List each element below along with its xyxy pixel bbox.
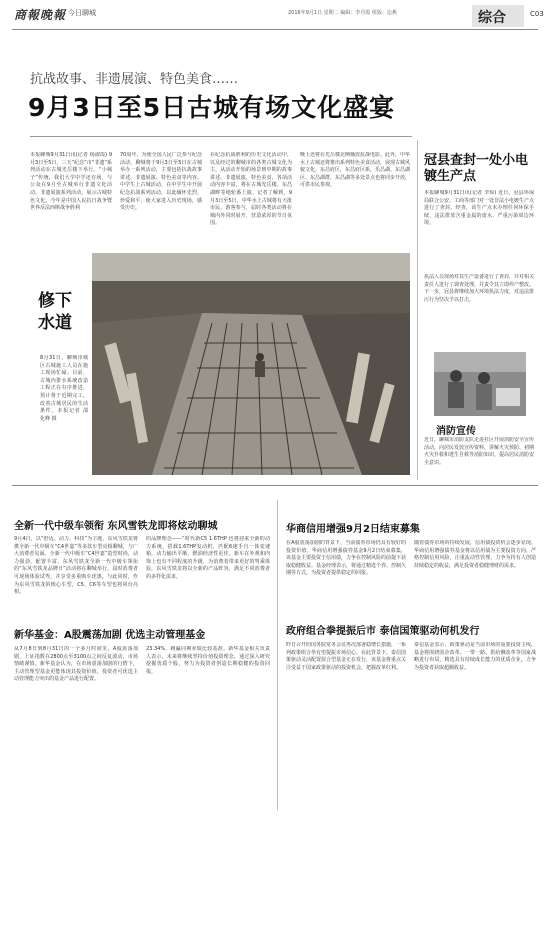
- article-text-citroen-1: 9月4日，以“舒适、动力、科技”为主题，东风雪铁龙将携全新一代中级车“C4世嘉”等多款车型亮相聊城，与广大消费者见面。全新一代中级车“C4世嘉”造型时尚，动力强劲，配置丰富。东风雪铁龙全新一代中级车领衔的“东风雪铁龙品牌日”活动将在聊城举行，届时消费者可现场体验试驾，并享受多重购车优惠。与此同时，作为东风雪铁龙的核心车型，C5、C6等车型也将同台亮相。: [14, 536, 138, 596]
- sidebar-subtitle: 消防宣传: [436, 426, 476, 437]
- newspaper-logo: 商報晚報: [14, 8, 67, 22]
- article-headline-xinhua: 新华基金：A股震荡加剧 优选主动管理基金: [14, 630, 206, 641]
- headline-divider: [30, 136, 412, 137]
- article-text-xinhua-1: 从7月8日到8月31日的一个多月时间里，A股震荡加剧，上证指数在2800点至3100点之间反复波动，市场情绪谨慎。新华基金认为，在市场震荡加剧的行情下，主动管理型基金更能体现其投资价值，投资者可优选主动管理能力突出的基金产品进行配置。: [14, 646, 138, 683]
- lead-headline: 9月3日至5日古城有场文化盛宴: [28, 93, 396, 122]
- lead-kicker: 抗战故事、非遗展演、特色美食……: [30, 72, 239, 87]
- date-line: 2016年9月1日 星期二 编辑：李丹霞 组版：边燕: [288, 10, 397, 16]
- sidebar-title: 冠县查封一处小电镀生产点: [424, 153, 529, 184]
- photo-caption-text: 8月31日，聊城市城区古城施工人员在施工现场忙碌。目前，古城内排水系统改造工程正在有序推进，预计将于近期完工，改善古城居民的生活条件。本报记者 邵 化峰 摄: [40, 355, 88, 422]
- lead-column-1: 本报聊城9月31日讯(记者 杨淑霞) 9月3日至5日，三天“纪念”市“非遗”系列活动在古城光岳楼下举行。“小城子”传统，我们大学中学还有场，与公众在9月至古城举行非遗文化活动、非遗展演系列活动，展示古城特色文化。今年是中国人民抗日战争暨世界反法西斯战争胜利: [30, 152, 112, 212]
- lead-column-2: 70周年，为使全国人民广泛参与纪念活动，聊城将于9月3日至5日在古城举办一系列活动，主要包括抗战故事讲述、非遗展演、特色美食等内容。中学生上古城活动，在中学生中开展纪念抗战系列活动，以此缅怀先烈、珍爱和平，使大家进入历史现场，感受历史。: [120, 152, 202, 212]
- article-text-xinhua-2: 23.34%，跑赢同期业绩比较基准。新华基金相关负责人表示，未来将继续坚持价值投资理念，通过深入研究挖掘优质个股，努力为投资者创造长期稳健的投资回报。: [146, 646, 270, 675]
- masthead-divider: [12, 29, 538, 30]
- article-headline-citroen: 全新一代中级车领衔 东风雪铁龙即将炫动聊城: [14, 521, 218, 532]
- article-headline-huashang: 华商信用增强9月2日结束募集: [286, 524, 420, 535]
- sidebar-text-1: 本报聊城9月31日讯(记者 李琼) 近日，冠县环保局联合公安、工商等部门对一处非法小电镀生产点进行了查封。经查，该生产点未办理任何环保手续，违法排放含重金属的废水，严重污染周边环境。: [424, 190, 534, 227]
- masthead: [0, 0, 550, 30]
- sidebar-text-3: 近日，聊城市消防支队走进社区开展消防安全宣传活动，向居民发放宣传资料，讲解火灾预防、初期火灾扑救和逃生自救等消防知识，提高居民消防安全意识。: [424, 437, 534, 466]
- photo-caption-title: 修下水道: [38, 291, 72, 333]
- section-name: 今日聊城: [68, 9, 96, 17]
- article-text-huashang-1: 在A股震荡加剧的背景下，当前债券市场仍具有较好的投资价值。华商信用增强债券基金9月2日结束募集，该基金主要投资于信用债，力争在控制风险的前提下获取稳健收益。基金经理表示，将通过精选个券、控制久期等方式，为投资者提供稳定的回报。: [286, 540, 406, 577]
- sidebar-divider: [417, 140, 418, 480]
- fire-safety-photo: [434, 352, 526, 416]
- bottom-column-divider: [277, 500, 278, 810]
- section-divider: [12, 485, 538, 486]
- article-text-citroen-2: 的品牌理念——“时代新C5 1.6THP 也将迎来全新的动力系统，搭载1.6THP发动机，匹配6速手自一体变速箱，动力输出平顺，燃油经济性更佳。新车在外观和内饰上也有不同程度的升级，为消费者带来更好的驾乘体验。东风雪铁龙将以全新的产品阵容，满足不同消费者的多样化需求。: [146, 536, 270, 580]
- article-text-taixin-2: 泰信基金表示，政策驱动是当前市场的重要投资主线，基金将围绕国企改革、一带一路、供给侧改革等国家战略进行布局，精选具有持续成长能力的优质企业，力争为投资者获取超额收益。: [414, 642, 536, 671]
- article-text-taixin-1: 昨日召开的国务院常务会议再次部署稳增长措施，一系列政策组合拳有望提振市场信心。在此背景下，泰信国策驱动灵活配置混合型基金正在发行，该基金将重点关注受益于国家政策驱动的投资机会，把握改革红利。: [286, 642, 406, 671]
- sidebar-text-2: 执法人员现场对其生产设备进行了查封，并对相关责任人进行了调查处理，并责令其立即停产整改。下一步，冠县将继续加大环境执法力度，对违法排污行为坚决予以打击。: [424, 274, 534, 303]
- construction-photo: [92, 253, 410, 475]
- lead-column-3: 在纪念抗战胜利的历史文化活动中，以及经过的聊城市的各类古城文化为主，从活动开始的场景到中期的故事讲述、非遗展演、特色美食，各项活动内容丰富，将在古城光岳楼、东昌湖畔等地轮番上演。记者了解到，9月3日至5日，中华水上古城将有大批市民、游客参与，届时各类活动将在城内外同时展开，营造浓厚的节日氛围。: [210, 152, 292, 227]
- page-number: C03: [530, 10, 544, 18]
- article-headline-taixin: 政府组合拳提振后市 泰信国策驱动何机发行: [286, 626, 480, 637]
- article-text-huashang-2: 随着债券市场的持续发展，信用债投资机会逐步显现。华商信用增强债券基金将以信用债为主要投资方向，严格控制信用风险，注重流动性管理，力争为持有人创造持续稳定的收益，满足投资者稳健理财的需求。: [414, 540, 536, 569]
- section-tab: 综合: [478, 10, 506, 26]
- lead-column-4: 晚上还将在光岳楼北侧播放抗战电影。此外，中华水上古城还将推出系列特色美食活动，展现古城风貌文化，东昌府区，东昌府区系，乐昌湖、东昌湖区、东昌湖群，东昌湖等多处景点也将同步开放，可供市民参观。: [300, 152, 410, 189]
